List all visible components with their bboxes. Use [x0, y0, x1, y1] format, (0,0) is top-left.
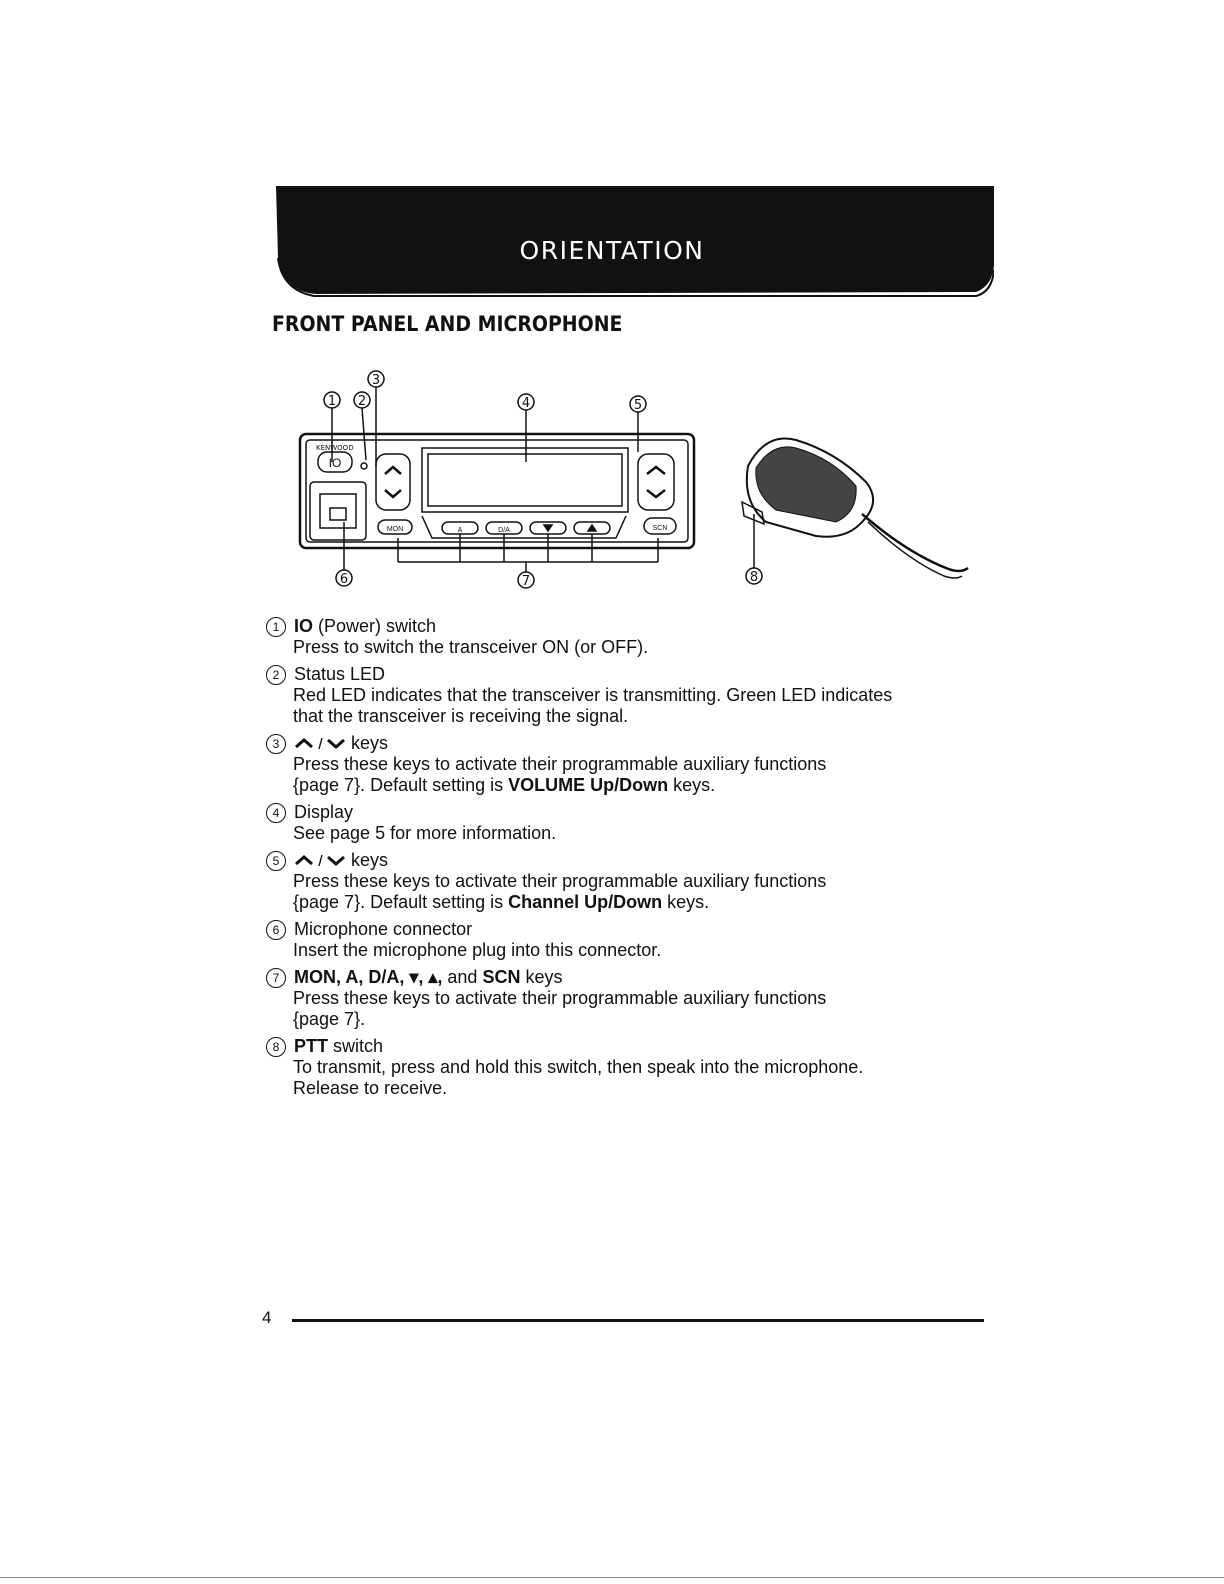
- up-down-arrows-icon: [294, 733, 346, 753]
- item-desc-bold: Channel Up/Down: [508, 892, 663, 912]
- item-desc-line: Insert the microphone plug into this connector.: [293, 940, 662, 960]
- item-channel-keys: [266, 850, 986, 913]
- item-title: switch: [328, 1036, 384, 1056]
- item-list: [266, 616, 986, 1105]
- item-desc-line: Release to receive.: [293, 1078, 448, 1098]
- callout-5: 5: [633, 398, 643, 413]
- item-title-bold: SCN: [482, 967, 521, 987]
- item-title: keys: [351, 850, 389, 870]
- microphone-illustration: [742, 438, 968, 578]
- item-ptt-switch: [266, 1036, 986, 1099]
- key-mon: MON: [386, 526, 404, 533]
- item-desc-line: Press these keys to activate their programmable auxiliary functions: [293, 871, 827, 891]
- item-display: [266, 802, 986, 844]
- item-number: 5: [266, 851, 286, 871]
- item-title: (Power) switch: [313, 616, 437, 636]
- item-desc-text: keys.: [662, 892, 710, 912]
- item-title: keys: [351, 733, 389, 753]
- item-volume-keys: [266, 733, 986, 796]
- key-da: D/A: [498, 527, 510, 534]
- footer-rule: [292, 1319, 984, 1322]
- item-title: Display: [294, 802, 354, 822]
- item-title-bold: PTT: [294, 1036, 328, 1056]
- power-key-label: IO: [328, 456, 342, 470]
- item-status-led: [266, 664, 986, 727]
- item-desc-line: See page 5 for more information.: [293, 823, 557, 843]
- item-desc-text: keys.: [668, 775, 716, 795]
- callout-4: 4: [521, 396, 531, 411]
- item-title: Microphone connector: [294, 919, 473, 939]
- page-number: 4: [262, 1308, 272, 1327]
- callout-7: 7: [521, 574, 531, 589]
- item-power-switch: [266, 616, 986, 658]
- up-down-arrows-icon: [294, 850, 346, 870]
- item-desc-line: Red LED indicates that the transceiver is transmitting. Green LED indicates: [293, 685, 893, 705]
- callout-6: 6: [339, 572, 349, 587]
- item-number: 3: [266, 734, 286, 754]
- item-microphone-connector: [266, 919, 986, 961]
- callout-1: 1: [327, 394, 337, 409]
- item-desc-line: that the transceiver is receiving the signal.: [293, 706, 629, 726]
- item-desc-line: Press to switch the transceiver ON (or OFF).: [293, 637, 649, 657]
- front-panel-figure: [296, 362, 976, 602]
- section-heading: FRONT PANEL AND MICROPHONE: [272, 312, 623, 336]
- transceiver-front-panel: [300, 434, 694, 548]
- chapter-title: ORIENTATION: [519, 236, 705, 265]
- item-title: keys: [520, 967, 563, 987]
- item-title: and: [442, 967, 483, 987]
- item-desc-line: To transmit, press and hold this switch, then speak into the microphone.: [293, 1057, 864, 1077]
- item-desc-text: {page 7}. Default setting is: [293, 892, 509, 912]
- callout-2: 2: [357, 394, 367, 409]
- item-number: 2: [266, 665, 286, 685]
- item-number: 8: [266, 1037, 286, 1057]
- item-desc-line: {page 7}.: [293, 1009, 366, 1029]
- key-a: A: [457, 527, 463, 534]
- item-number: 4: [266, 803, 286, 823]
- item-number: 6: [266, 920, 286, 940]
- item-number: 7: [266, 968, 286, 988]
- item-title: Status LED: [294, 664, 386, 684]
- item-desc-bold: VOLUME Up/Down: [508, 775, 669, 795]
- item-desc-text: {page 7}. Default setting is: [293, 775, 509, 795]
- callout-3: 3: [371, 373, 381, 388]
- callout-8: 8: [749, 570, 759, 585]
- scan-edge-line: [0, 1577, 1224, 1578]
- brand-logo: KENWOOD: [316, 444, 354, 452]
- key-scn: SCN: [652, 525, 668, 532]
- item-desc-line: Press these keys to activate their programmable auxiliary functions: [293, 988, 827, 1008]
- callout-labels: [324, 371, 762, 589]
- item-number: 1: [266, 617, 286, 637]
- item-function-keys: [266, 967, 986, 1030]
- item-title-bold: MON, A, D/A, ▾, ▴,: [294, 967, 443, 987]
- item-title-bold: IO: [294, 616, 314, 636]
- item-desc-line: Press these keys to activate their programmable auxiliary functions: [293, 754, 827, 774]
